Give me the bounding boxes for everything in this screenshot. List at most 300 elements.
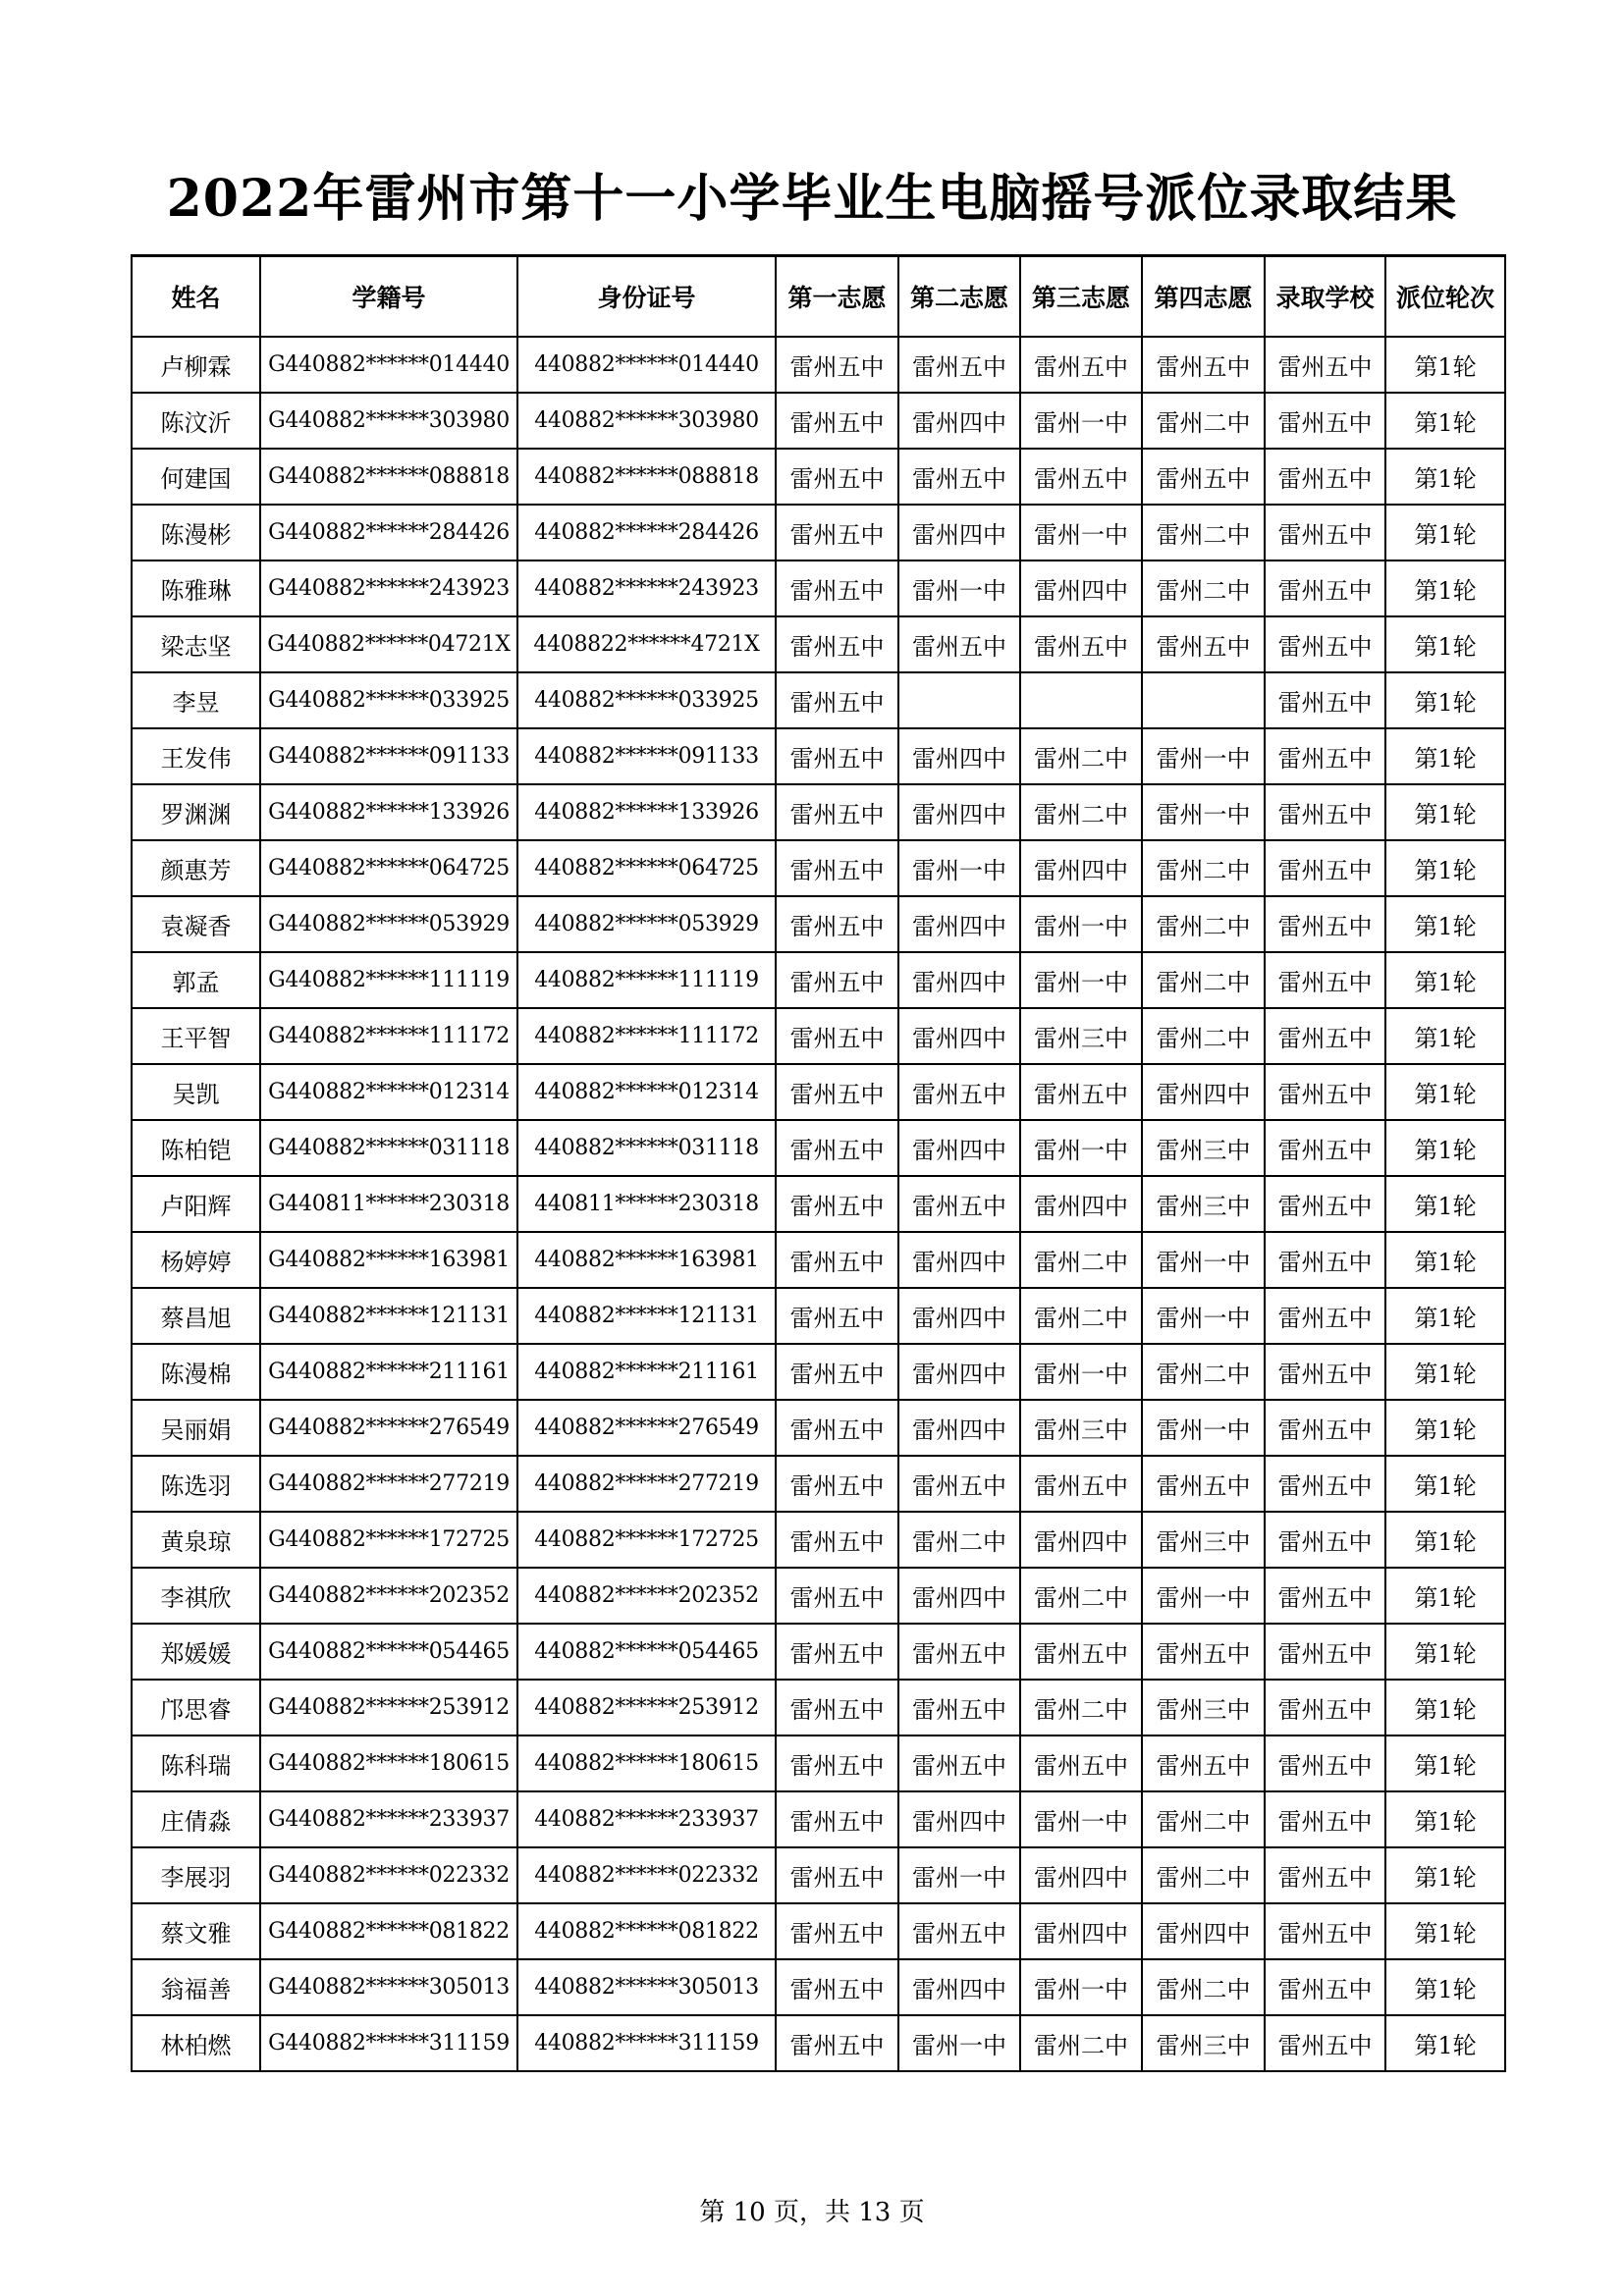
cell-name: 陈选羽 xyxy=(132,1456,260,1512)
cell-id-number: 440882******091133 xyxy=(517,728,776,784)
cell-admitted-school: 雷州五中 xyxy=(1265,1288,1385,1344)
cell-choice-4: 雷州二中 xyxy=(1142,393,1265,449)
header-choice-1: 第一志愿 xyxy=(776,256,898,338)
cell-choice-3: 雷州一中 xyxy=(1020,896,1142,952)
cell-choice-3: 雷州四中 xyxy=(1020,840,1142,896)
cell-student-number: G440882******091133 xyxy=(260,728,517,784)
cell-choice-1: 雷州五中 xyxy=(776,784,898,840)
cell-student-number: G440882******053929 xyxy=(260,896,517,952)
cell-id-number: 440882******253912 xyxy=(517,1680,776,1735)
cell-choice-2: 雷州四中 xyxy=(898,505,1020,561)
cell-choice-1: 雷州五中 xyxy=(776,616,898,672)
cell-choice-4: 雷州五中 xyxy=(1142,1624,1265,1680)
cell-choice-1: 雷州五中 xyxy=(776,1624,898,1680)
cell-choice-4: 雷州二中 xyxy=(1142,952,1265,1008)
cell-choice-3 xyxy=(1020,672,1142,728)
cell-name: 蔡昌旭 xyxy=(132,1288,260,1344)
cell-admitted-school: 雷州五中 xyxy=(1265,896,1385,952)
cell-round: 第1轮 xyxy=(1385,1456,1505,1512)
cell-choice-3: 雷州三中 xyxy=(1020,1008,1142,1064)
cell-round: 第1轮 xyxy=(1385,561,1505,616)
cell-id-number: 440882******305013 xyxy=(517,1959,776,2015)
cell-id-number: 440882******277219 xyxy=(517,1456,776,1512)
cell-name: 袁凝香 xyxy=(132,896,260,952)
table-row xyxy=(132,1735,1505,1791)
table-row xyxy=(132,505,1505,561)
cell-choice-3: 雷州四中 xyxy=(1020,1176,1142,1232)
cell-choice-3: 雷州四中 xyxy=(1020,1512,1142,1568)
table-body xyxy=(132,337,1505,2071)
cell-id-number: 440882******243923 xyxy=(517,561,776,616)
cell-student-number: G440882******054465 xyxy=(260,1624,517,1680)
cell-choice-2: 雷州四中 xyxy=(898,1008,1020,1064)
cell-student-number: G440882******04721X xyxy=(260,616,517,672)
cell-student-number: G440882******014440 xyxy=(260,337,517,393)
table-row xyxy=(132,784,1505,840)
cell-choice-4: 雷州二中 xyxy=(1142,505,1265,561)
cell-choice-1: 雷州五中 xyxy=(776,1064,898,1120)
table-row xyxy=(132,449,1505,505)
cell-admitted-school: 雷州五中 xyxy=(1265,1232,1385,1288)
table-row xyxy=(132,1064,1505,1120)
cell-student-number: G440882******243923 xyxy=(260,561,517,616)
cell-student-number: G440882******031118 xyxy=(260,1120,517,1176)
cell-choice-2: 雷州五中 xyxy=(898,337,1020,393)
cell-choice-3: 雷州二中 xyxy=(1020,1232,1142,1288)
table-row xyxy=(132,2015,1505,2071)
cell-choice-1: 雷州五中 xyxy=(776,1288,898,1344)
cell-round: 第1轮 xyxy=(1385,952,1505,1008)
cell-id-number: 440882******081822 xyxy=(517,1903,776,1959)
cell-choice-3: 雷州二中 xyxy=(1020,728,1142,784)
cell-id-number: 440882******172725 xyxy=(517,1512,776,1568)
cell-round: 第1轮 xyxy=(1385,1735,1505,1791)
table-row xyxy=(132,1791,1505,1847)
cell-round: 第1轮 xyxy=(1385,1288,1505,1344)
cell-choice-1: 雷州五中 xyxy=(776,1847,898,1903)
cell-round: 第1轮 xyxy=(1385,784,1505,840)
cell-admitted-school: 雷州五中 xyxy=(1265,1064,1385,1120)
cell-id-number: 440882******303980 xyxy=(517,393,776,449)
cell-admitted-school: 雷州五中 xyxy=(1265,1568,1385,1624)
table-row xyxy=(132,896,1505,952)
header-student-number: 学籍号 xyxy=(260,256,517,338)
cell-choice-3: 雷州五中 xyxy=(1020,1064,1142,1120)
cell-round: 第1轮 xyxy=(1385,1959,1505,2015)
cell-round: 第1轮 xyxy=(1385,1512,1505,1568)
cell-student-number: G440882******064725 xyxy=(260,840,517,896)
table-row xyxy=(132,728,1505,784)
cell-student-number: G440882******284426 xyxy=(260,505,517,561)
table-row xyxy=(132,1288,1505,1344)
table-row xyxy=(132,1344,1505,1400)
cell-choice-4: 雷州一中 xyxy=(1142,1568,1265,1624)
cell-name: 邝思睿 xyxy=(132,1680,260,1735)
cell-choice-2: 雷州四中 xyxy=(898,1344,1020,1400)
cell-student-number: G440882******022332 xyxy=(260,1847,517,1903)
cell-choice-2: 雷州五中 xyxy=(898,1735,1020,1791)
cell-admitted-school: 雷州五中 xyxy=(1265,840,1385,896)
table-row xyxy=(132,337,1505,393)
header-choice-3: 第三志愿 xyxy=(1020,256,1142,338)
cell-admitted-school: 雷州五中 xyxy=(1265,1624,1385,1680)
cell-choice-4: 雷州五中 xyxy=(1142,449,1265,505)
cell-choice-3: 雷州二中 xyxy=(1020,1568,1142,1624)
cell-choice-1: 雷州五中 xyxy=(776,1120,898,1176)
cell-round: 第1轮 xyxy=(1385,616,1505,672)
cell-student-number: G440882******253912 xyxy=(260,1680,517,1735)
cell-name: 吴丽娟 xyxy=(132,1400,260,1456)
cell-id-number: 440882******054465 xyxy=(517,1624,776,1680)
cell-choice-4: 雷州一中 xyxy=(1142,1288,1265,1344)
cell-choice-1: 雷州五中 xyxy=(776,449,898,505)
cell-id-number: 440882******163981 xyxy=(517,1232,776,1288)
cell-student-number: G440882******277219 xyxy=(260,1456,517,1512)
cell-choice-3: 雷州五中 xyxy=(1020,337,1142,393)
cell-round: 第1轮 xyxy=(1385,1008,1505,1064)
cell-choice-4: 雷州一中 xyxy=(1142,784,1265,840)
cell-student-number: G440882******233937 xyxy=(260,1791,517,1847)
cell-id-number: 440882******180615 xyxy=(517,1735,776,1791)
cell-name: 杨婷婷 xyxy=(132,1232,260,1288)
cell-choice-4: 雷州二中 xyxy=(1142,1008,1265,1064)
page-title: 2022年雷州市第十一小学毕业生电脑摇号派位录取结果 xyxy=(166,169,1458,229)
cell-choice-4: 雷州一中 xyxy=(1142,728,1265,784)
cell-student-number: G440882******111172 xyxy=(260,1008,517,1064)
cell-choice-2: 雷州五中 xyxy=(898,1176,1020,1232)
table-row xyxy=(132,393,1505,449)
cell-round: 第1轮 xyxy=(1385,505,1505,561)
cell-choice-2: 雷州五中 xyxy=(898,1624,1020,1680)
cell-choice-2: 雷州一中 xyxy=(898,1847,1020,1903)
cell-choice-4: 雷州五中 xyxy=(1142,1735,1265,1791)
cell-name: 李祺欣 xyxy=(132,1568,260,1624)
cell-student-number: G440882******081822 xyxy=(260,1903,517,1959)
cell-choice-1: 雷州五中 xyxy=(776,1959,898,2015)
table-row xyxy=(132,1624,1505,1680)
cell-student-number: G440882******202352 xyxy=(260,1568,517,1624)
cell-choice-2: 雷州五中 xyxy=(898,1903,1020,1959)
cell-choice-4: 雷州三中 xyxy=(1142,1120,1265,1176)
cell-choice-1: 雷州五中 xyxy=(776,1456,898,1512)
cell-admitted-school: 雷州五中 xyxy=(1265,337,1385,393)
cell-choice-3: 雷州一中 xyxy=(1020,505,1142,561)
cell-choice-4: 雷州四中 xyxy=(1142,1064,1265,1120)
cell-choice-4: 雷州二中 xyxy=(1142,1791,1265,1847)
cell-admitted-school: 雷州五中 xyxy=(1265,728,1385,784)
cell-round: 第1轮 xyxy=(1385,1400,1505,1456)
cell-name: 黄泉琼 xyxy=(132,1512,260,1568)
cell-choice-4: 雷州二中 xyxy=(1142,896,1265,952)
cell-id-number: 440882******276549 xyxy=(517,1400,776,1456)
cell-name: 陈柏铠 xyxy=(132,1120,260,1176)
cell-admitted-school: 雷州五中 xyxy=(1265,1959,1385,2015)
cell-choice-1: 雷州五中 xyxy=(776,840,898,896)
cell-round: 第1轮 xyxy=(1385,337,1505,393)
cell-name: 陈漫棉 xyxy=(132,1344,260,1400)
cell-round: 第1轮 xyxy=(1385,1176,1505,1232)
cell-id-number: 440882******202352 xyxy=(517,1568,776,1624)
cell-round: 第1轮 xyxy=(1385,1064,1505,1120)
cell-admitted-school: 雷州五中 xyxy=(1265,1456,1385,1512)
table-row xyxy=(132,616,1505,672)
cell-student-number: G440882******121131 xyxy=(260,1288,517,1344)
cell-round: 第1轮 xyxy=(1385,393,1505,449)
cell-id-number: 440882******111172 xyxy=(517,1008,776,1064)
cell-id-number: 440882******053929 xyxy=(517,896,776,952)
cell-choice-3: 雷州一中 xyxy=(1020,1959,1142,2015)
cell-id-number: 440882******033925 xyxy=(517,672,776,728)
table-row xyxy=(132,1903,1505,1959)
cell-choice-3: 雷州二中 xyxy=(1020,1680,1142,1735)
cell-round: 第1轮 xyxy=(1385,896,1505,952)
cell-round: 第1轮 xyxy=(1385,1791,1505,1847)
cell-name: 罗渊渊 xyxy=(132,784,260,840)
table-row xyxy=(132,561,1505,616)
cell-name: 颜惠芳 xyxy=(132,840,260,896)
cell-choice-4: 雷州二中 xyxy=(1142,1959,1265,2015)
cell-id-number: 440882******031118 xyxy=(517,1120,776,1176)
header-round: 派位轮次 xyxy=(1385,256,1505,338)
cell-choice-2: 雷州四中 xyxy=(898,393,1020,449)
cell-admitted-school: 雷州五中 xyxy=(1265,1847,1385,1903)
cell-student-number: G440882******033925 xyxy=(260,672,517,728)
cell-round: 第1轮 xyxy=(1385,672,1505,728)
table-row xyxy=(132,1120,1505,1176)
cell-choice-3: 雷州一中 xyxy=(1020,1120,1142,1176)
cell-choice-2: 雷州四中 xyxy=(898,1288,1020,1344)
cell-choice-4 xyxy=(1142,672,1265,728)
cell-choice-3: 雷州四中 xyxy=(1020,1847,1142,1903)
cell-choice-4: 雷州二中 xyxy=(1142,1344,1265,1400)
cell-choice-2: 雷州四中 xyxy=(898,952,1020,1008)
table-row xyxy=(132,1400,1505,1456)
cell-choice-4: 雷州五中 xyxy=(1142,337,1265,393)
cell-choice-4: 雷州五中 xyxy=(1142,616,1265,672)
cell-student-number: G440882******163981 xyxy=(260,1232,517,1288)
cell-choice-3: 雷州四中 xyxy=(1020,1903,1142,1959)
cell-student-number: G440882******276549 xyxy=(260,1400,517,1456)
cell-admitted-school: 雷州五中 xyxy=(1265,393,1385,449)
cell-round: 第1轮 xyxy=(1385,1847,1505,1903)
cell-choice-2: 雷州五中 xyxy=(898,616,1020,672)
cell-choice-4: 雷州二中 xyxy=(1142,1847,1265,1903)
cell-round: 第1轮 xyxy=(1385,1344,1505,1400)
cell-round: 第1轮 xyxy=(1385,449,1505,505)
cell-admitted-school: 雷州五中 xyxy=(1265,1735,1385,1791)
cell-choice-1: 雷州五中 xyxy=(776,337,898,393)
cell-choice-3: 雷州一中 xyxy=(1020,1791,1142,1847)
cell-name: 李昱 xyxy=(132,672,260,728)
cell-choice-1: 雷州五中 xyxy=(776,561,898,616)
cell-round: 第1轮 xyxy=(1385,728,1505,784)
cell-id-number: 440882******284426 xyxy=(517,505,776,561)
admission-results-table xyxy=(131,254,1506,2072)
cell-choice-4: 雷州一中 xyxy=(1142,1232,1265,1288)
cell-id-number: 440882******022332 xyxy=(517,1847,776,1903)
cell-choice-1: 雷州五中 xyxy=(776,393,898,449)
cell-id-number: 440882******064725 xyxy=(517,840,776,896)
cell-student-number: G440882******172725 xyxy=(260,1512,517,1568)
cell-name: 庄倩淼 xyxy=(132,1791,260,1847)
cell-choice-2: 雷州四中 xyxy=(898,1791,1020,1847)
cell-admitted-school: 雷州五中 xyxy=(1265,2015,1385,2071)
cell-admitted-school: 雷州五中 xyxy=(1265,784,1385,840)
table-row xyxy=(132,1680,1505,1735)
cell-choice-1: 雷州五中 xyxy=(776,1680,898,1735)
cell-choice-1: 雷州五中 xyxy=(776,505,898,561)
cell-student-number: G440882******111119 xyxy=(260,952,517,1008)
cell-choice-2: 雷州五中 xyxy=(898,1680,1020,1735)
cell-choice-2: 雷州一中 xyxy=(898,840,1020,896)
cell-choice-4: 雷州二中 xyxy=(1142,561,1265,616)
cell-name: 陈雅琳 xyxy=(132,561,260,616)
table-row xyxy=(132,1008,1505,1064)
cell-choice-3: 雷州二中 xyxy=(1020,784,1142,840)
cell-id-number: 440882******133926 xyxy=(517,784,776,840)
cell-student-number: G440882******012314 xyxy=(260,1064,517,1120)
cell-choice-3: 雷州五中 xyxy=(1020,616,1142,672)
cell-id-number: 440882******211161 xyxy=(517,1344,776,1400)
cell-admitted-school: 雷州五中 xyxy=(1265,1680,1385,1735)
cell-choice-1: 雷州五中 xyxy=(776,1344,898,1400)
cell-choice-2: 雷州四中 xyxy=(898,1232,1020,1288)
cell-name: 陈漫彬 xyxy=(132,505,260,561)
cell-student-number: G440882******305013 xyxy=(260,1959,517,2015)
cell-admitted-school: 雷州五中 xyxy=(1265,449,1385,505)
cell-round: 第1轮 xyxy=(1385,1120,1505,1176)
cell-admitted-school: 雷州五中 xyxy=(1265,1008,1385,1064)
cell-student-number: G440882******311159 xyxy=(260,2015,517,2071)
cell-admitted-school: 雷州五中 xyxy=(1265,1176,1385,1232)
page-footer: 第 10 页，共 13 页 xyxy=(699,2198,925,2227)
cell-choice-2: 雷州一中 xyxy=(898,2015,1020,2071)
cell-id-number: 440882******233937 xyxy=(517,1791,776,1847)
cell-choice-4: 雷州五中 xyxy=(1142,1456,1265,1512)
cell-student-number: G440882******211161 xyxy=(260,1344,517,1400)
cell-name: 陈科瑞 xyxy=(132,1735,260,1791)
cell-round: 第1轮 xyxy=(1385,1680,1505,1735)
cell-choice-3: 雷州五中 xyxy=(1020,449,1142,505)
table-row xyxy=(132,840,1505,896)
cell-name: 李展羽 xyxy=(132,1847,260,1903)
header-choice-2: 第二志愿 xyxy=(898,256,1020,338)
cell-choice-3: 雷州三中 xyxy=(1020,1400,1142,1456)
header-admitted-school: 录取学校 xyxy=(1265,256,1385,338)
cell-choice-3: 雷州五中 xyxy=(1020,1735,1142,1791)
cell-choice-2 xyxy=(898,672,1020,728)
cell-admitted-school: 雷州五中 xyxy=(1265,1344,1385,1400)
cell-round: 第1轮 xyxy=(1385,2015,1505,2071)
cell-choice-4: 雷州一中 xyxy=(1142,1400,1265,1456)
cell-choice-1: 雷州五中 xyxy=(776,1791,898,1847)
cell-choice-1: 雷州五中 xyxy=(776,1008,898,1064)
cell-choice-4: 雷州二中 xyxy=(1142,840,1265,896)
cell-student-number: G440882******180615 xyxy=(260,1735,517,1791)
cell-name: 卢阳辉 xyxy=(132,1176,260,1232)
cell-id-number: 440882******311159 xyxy=(517,2015,776,2071)
header-name: 姓名 xyxy=(132,256,260,338)
cell-choice-3: 雷州一中 xyxy=(1020,393,1142,449)
cell-choice-2: 雷州四中 xyxy=(898,1120,1020,1176)
table-row xyxy=(132,1568,1505,1624)
cell-choice-2: 雷州四中 xyxy=(898,896,1020,952)
cell-admitted-school: 雷州五中 xyxy=(1265,1400,1385,1456)
table-row xyxy=(132,952,1505,1008)
table-row xyxy=(132,672,1505,728)
cell-id-number: 440882******014440 xyxy=(517,337,776,393)
cell-choice-1: 雷州五中 xyxy=(776,952,898,1008)
cell-round: 第1轮 xyxy=(1385,1232,1505,1288)
cell-name: 吴凯 xyxy=(132,1064,260,1120)
table-row xyxy=(132,1456,1505,1512)
cell-choice-1: 雷州五中 xyxy=(776,1232,898,1288)
cell-choice-3: 雷州一中 xyxy=(1020,1344,1142,1400)
cell-admitted-school: 雷州五中 xyxy=(1265,672,1385,728)
cell-choice-1: 雷州五中 xyxy=(776,728,898,784)
cell-choice-1: 雷州五中 xyxy=(776,896,898,952)
table-header-row xyxy=(132,256,1505,338)
cell-id-number: 440882******121131 xyxy=(517,1288,776,1344)
table-row xyxy=(132,1512,1505,1568)
cell-name: 陈汶沂 xyxy=(132,393,260,449)
cell-choice-4: 雷州三中 xyxy=(1142,2015,1265,2071)
cell-choice-1: 雷州五中 xyxy=(776,2015,898,2071)
cell-choice-2: 雷州二中 xyxy=(898,1512,1020,1568)
cell-id-number: 440882******012314 xyxy=(517,1064,776,1120)
cell-choice-1: 雷州五中 xyxy=(776,1400,898,1456)
cell-choice-2: 雷州四中 xyxy=(898,1568,1020,1624)
cell-choice-2: 雷州五中 xyxy=(898,1456,1020,1512)
cell-name: 梁志坚 xyxy=(132,616,260,672)
table-row xyxy=(132,1176,1505,1232)
cell-name: 郭孟 xyxy=(132,952,260,1008)
cell-name: 卢柳霖 xyxy=(132,337,260,393)
cell-choice-1: 雷州五中 xyxy=(776,672,898,728)
cell-name: 王发伟 xyxy=(132,728,260,784)
cell-choice-2: 雷州四中 xyxy=(898,784,1020,840)
cell-choice-1: 雷州五中 xyxy=(776,1176,898,1232)
cell-student-number: G440882******088818 xyxy=(260,449,517,505)
cell-choice-3: 雷州二中 xyxy=(1020,2015,1142,2071)
cell-name: 翁福善 xyxy=(132,1959,260,2015)
table-row xyxy=(132,1847,1505,1903)
cell-choice-2: 雷州五中 xyxy=(898,1064,1020,1120)
cell-name: 林柏燃 xyxy=(132,2015,260,2071)
cell-student-number: G440882******133926 xyxy=(260,784,517,840)
cell-choice-4: 雷州三中 xyxy=(1142,1176,1265,1232)
cell-choice-2: 雷州一中 xyxy=(898,561,1020,616)
cell-choice-4: 雷州三中 xyxy=(1142,1680,1265,1735)
cell-choice-3: 雷州五中 xyxy=(1020,1624,1142,1680)
cell-id-number: 440811******230318 xyxy=(517,1176,776,1232)
cell-name: 郑媛媛 xyxy=(132,1624,260,1680)
cell-choice-1: 雷州五中 xyxy=(776,1512,898,1568)
table-row xyxy=(132,1959,1505,2015)
header-id-number: 身份证号 xyxy=(517,256,776,338)
cell-choice-2: 雷州四中 xyxy=(898,1959,1020,2015)
cell-round: 第1轮 xyxy=(1385,840,1505,896)
cell-choice-3: 雷州五中 xyxy=(1020,1456,1142,1512)
cell-admitted-school: 雷州五中 xyxy=(1265,505,1385,561)
cell-admitted-school: 雷州五中 xyxy=(1265,1120,1385,1176)
cell-admitted-school: 雷州五中 xyxy=(1265,616,1385,672)
cell-round: 第1轮 xyxy=(1385,1624,1505,1680)
cell-round: 第1轮 xyxy=(1385,1903,1505,1959)
cell-choice-4: 雷州三中 xyxy=(1142,1512,1265,1568)
cell-choice-1: 雷州五中 xyxy=(776,1568,898,1624)
cell-choice-3: 雷州二中 xyxy=(1020,1288,1142,1344)
